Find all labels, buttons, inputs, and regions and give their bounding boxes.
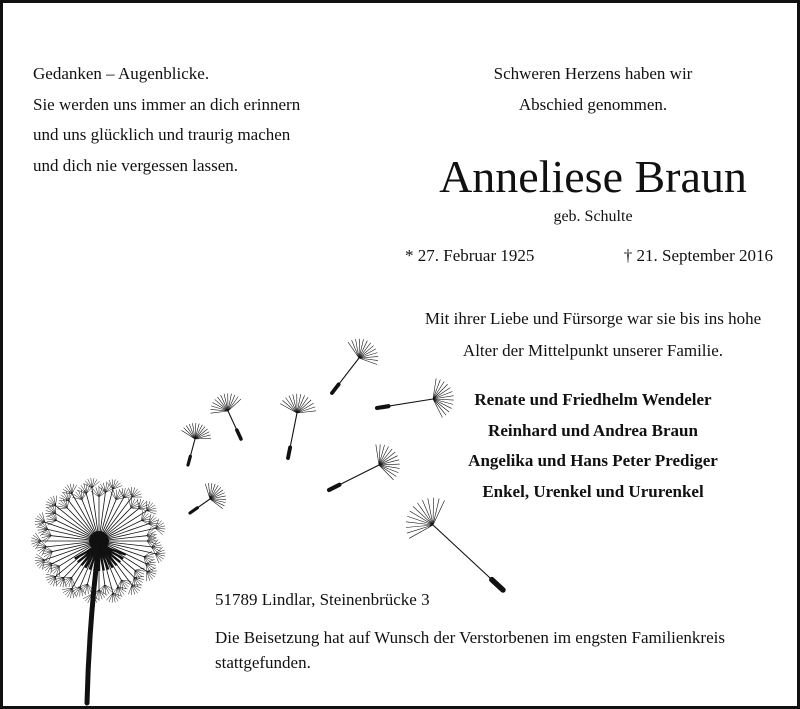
poem xyxy=(33,59,363,181)
birth-date: * 27. Februar 1925 xyxy=(405,246,535,265)
mourner-entry: Angelika und Hans Peter Prediger xyxy=(468,451,718,470)
seed-icon xyxy=(190,483,226,513)
tribute-text xyxy=(383,303,800,367)
seed-icon xyxy=(280,394,316,458)
poem-line: und uns glücklich und traurig machen xyxy=(33,125,291,144)
poem-line: Gedanken – Augenblicke. xyxy=(33,64,210,83)
mourner-entry: Renate und Friedhelm Wendeler xyxy=(474,390,712,409)
mourners-list xyxy=(383,385,800,507)
maiden-name: geb. Schulte xyxy=(553,208,633,225)
seed-icon xyxy=(210,393,241,439)
funeral-line: Die Beisetzung hat auf Wunsch der Verstorbenen im engsten Familienkreis xyxy=(215,628,725,647)
intro-line: Abschied genommen. xyxy=(518,94,668,114)
intro-line: Schweren Herzens haben wir xyxy=(493,64,693,83)
funeral-note xyxy=(215,625,795,675)
seed-icon xyxy=(182,423,211,465)
poem-line: und dich nie vergessen lassen. xyxy=(33,155,239,175)
tribute-line: Mit ihrer Liebe und Fürsorge war sie bis ins hohe xyxy=(424,309,762,328)
dandelion-icon xyxy=(31,478,165,703)
seed-icon xyxy=(406,498,503,590)
family-address: 51789 Lindlar, Steinenbrücke 3 xyxy=(215,590,430,609)
deceased-name: Anneliese Braun xyxy=(439,151,747,202)
funeral-line: stattgefunden. xyxy=(215,653,311,672)
poem-line: Sie werden uns immer an dich erinnern xyxy=(33,94,301,114)
intro-text xyxy=(383,59,800,120)
death-date: † 21. September 2016 xyxy=(623,246,773,265)
mourner-entry: Reinhard und Andrea Braun xyxy=(488,420,698,440)
mourner-entry: Enkel, Urenkel und Ururenkel xyxy=(482,481,704,501)
tribute-line: Alter der Mittelpunkt unserer Familie. xyxy=(462,341,724,360)
seed-icon xyxy=(332,339,378,393)
